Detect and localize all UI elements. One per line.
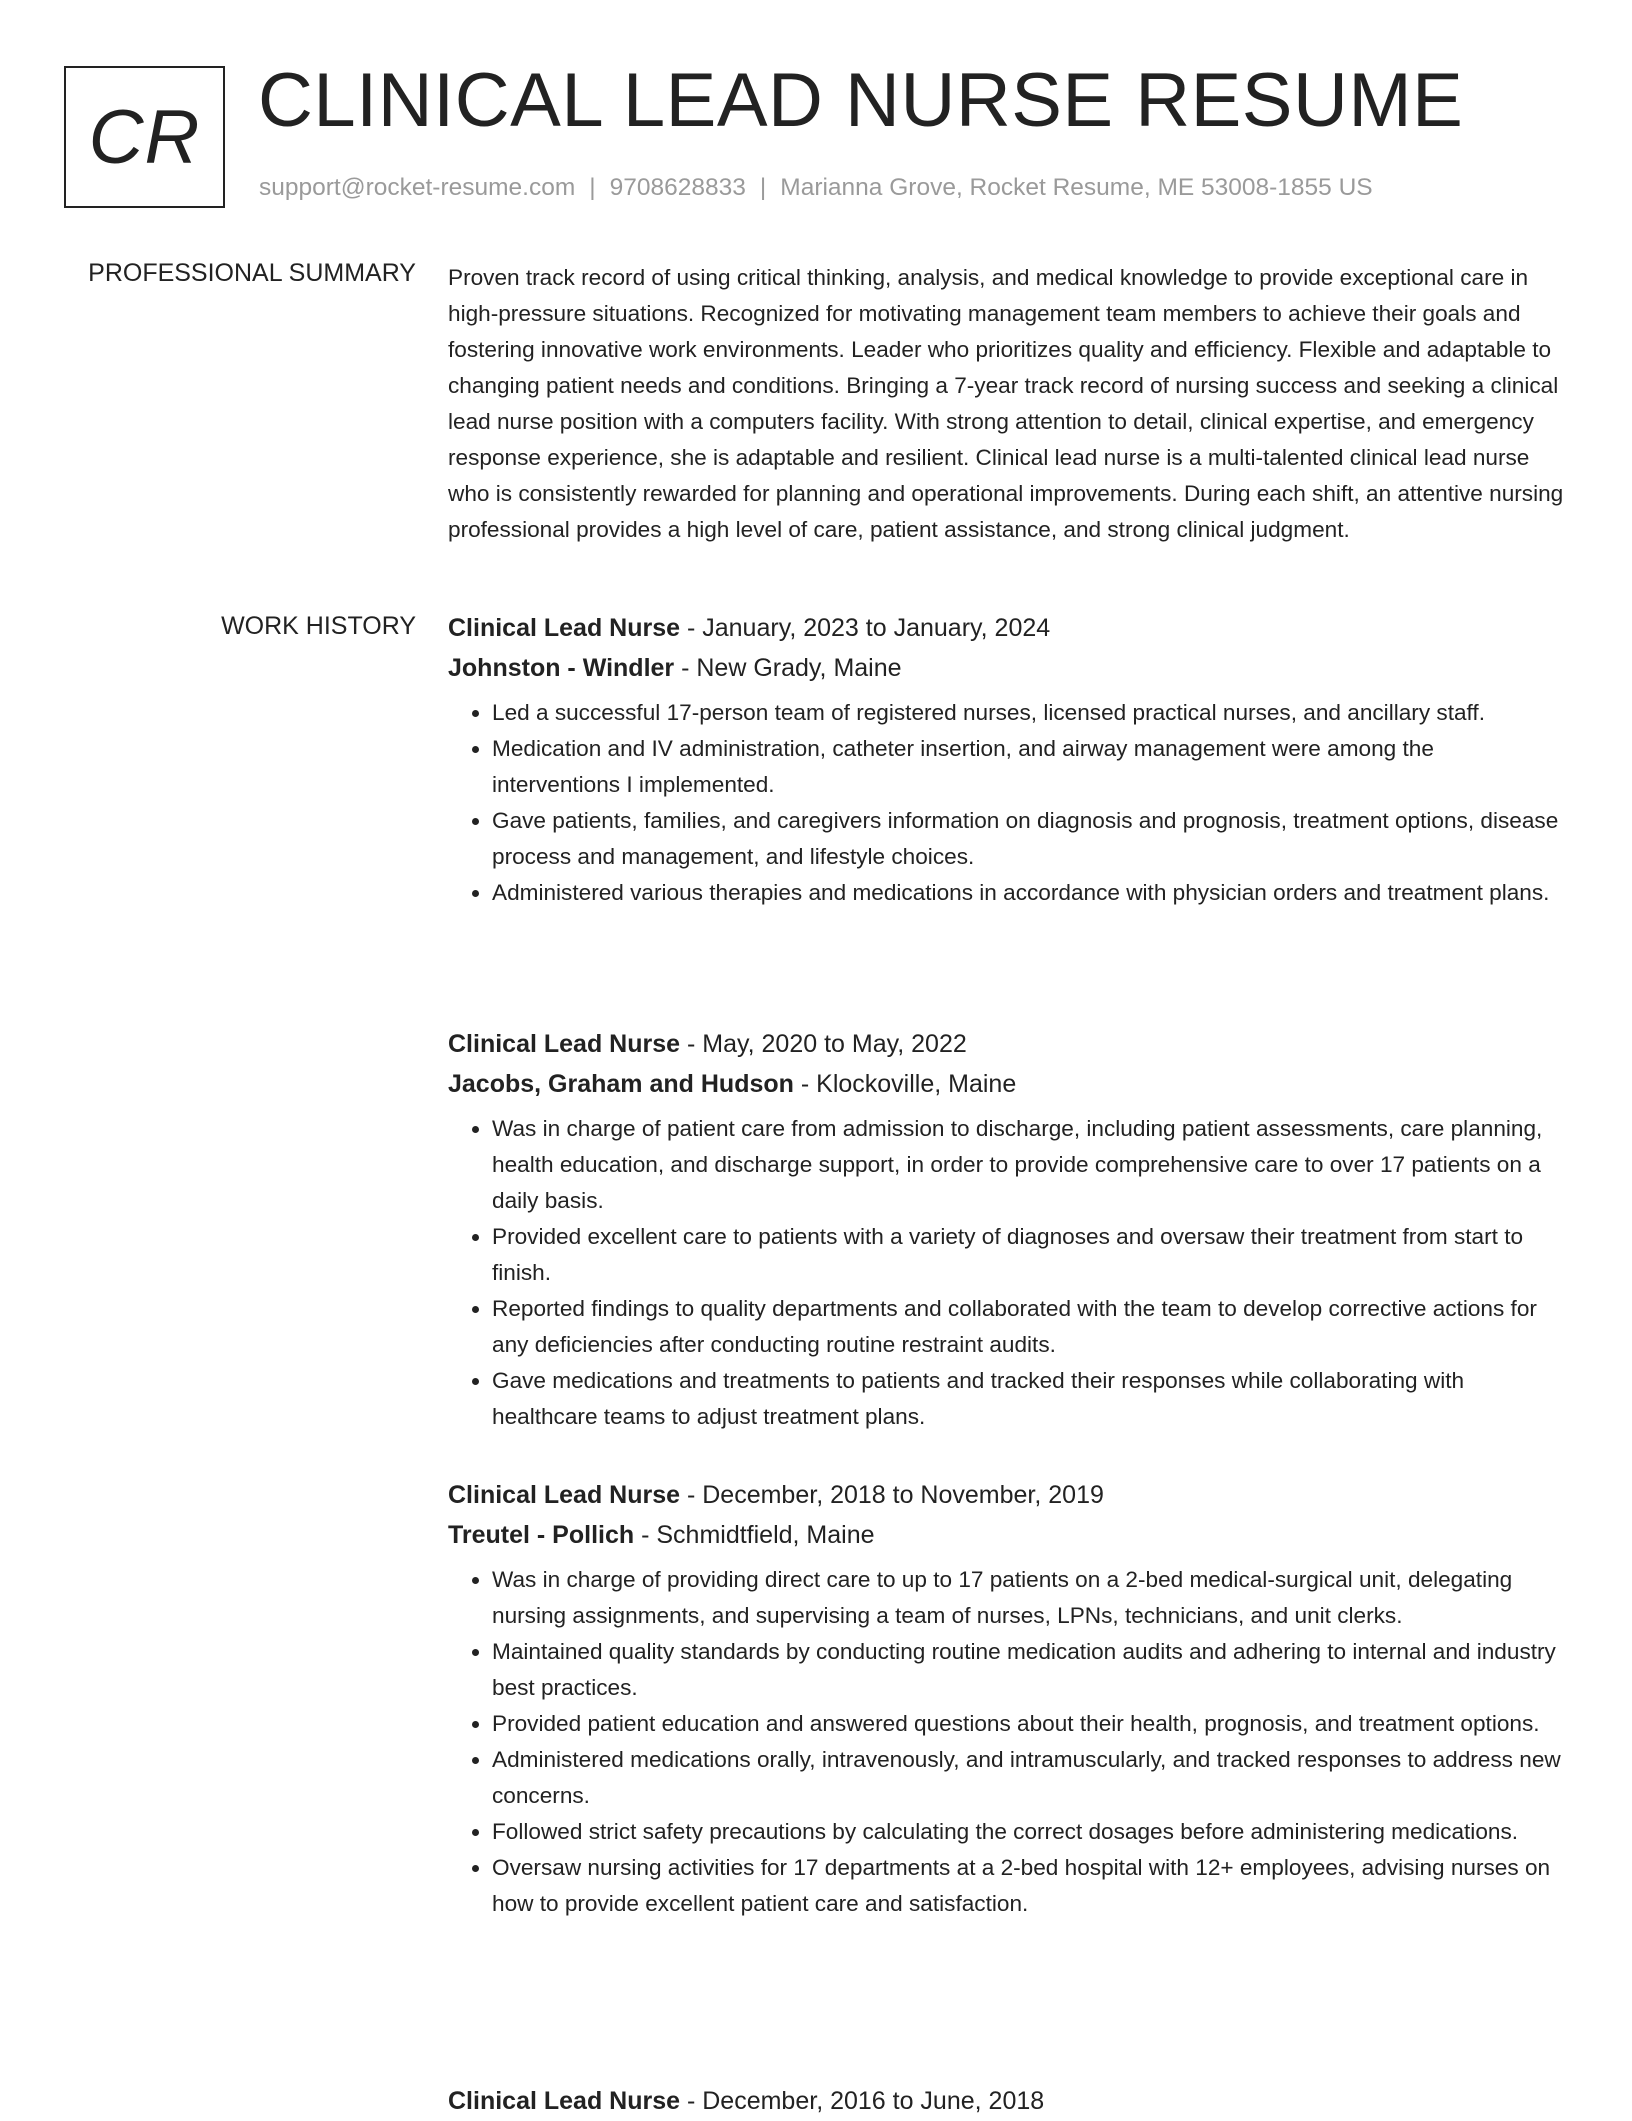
summary-text: Proven track record of using critical thinking, analysis, and medical knowledge to provide exceptional care in high-pressure situations. Recognized for motivating management team members to achieve their goals and fostering innovative work environments. Leader who prioritizes quality and efficiency. Flexible and adaptable to changing patient needs and conditions. Bringing a 7-year track record of nursing success and seeking a clinical lead nurse position with a computers facility. With strong attention to detail, clinical expertise, and emergency response experience, she is adaptable and resilient. Clinical lead nurse is a multi-talented clinical lead nurse who is consistently rewarded for planning and operational improvements. During each shift, an attentive nursing professional provides a high level of care, patient assistance, and strong clinical judgment. [448, 265, 1564, 542]
contact-phone: 9708628833 [609, 174, 746, 201]
contact-address: Marianna Grove, Rocket Resume, ME 53008-1855 US [780, 174, 1373, 201]
monogram-initials: CR [88, 94, 201, 180]
job-location: - Schmidtfield, Maine [634, 1521, 875, 1549]
section-label-work-history: WORK HISTORY [221, 612, 416, 640]
job-bullet: • Was in charge of patient care from admission to discharge, including patient assessments, care planning, health education, and discharge support, in order to provide comprehensive care to over 17 patients on a daily basis. [492, 1111, 1566, 1219]
monogram-box [64, 66, 225, 208]
job-entry [448, 1475, 1566, 1922]
job-location: - New Grady, Maine [674, 654, 902, 682]
job-company: Jacobs, Graham and Hudson [448, 1070, 794, 1098]
job-company-line [448, 1064, 1566, 1104]
job-title: Clinical Lead Nurse [448, 2087, 681, 2115]
job-bullet: • Gave patients, families, and caregivers information on diagnosis and prognosis, treatment options, disease process and management, and lifestyle choices. [492, 803, 1566, 875]
job-dates: - December, 2016 to June, 2018 [680, 2087, 1045, 2115]
job-title: Clinical Lead Nurse [448, 1481, 681, 1509]
job-title: Clinical Lead Nurse [448, 1030, 681, 1058]
job-bullet: • Led a successful 17-person team of registered nurses, licensed practical nurses, and ancillary staff. [492, 695, 1566, 731]
job-bullet: • Medication and IV administration, catheter insertion, and airway management were among the interventions I implemented. [492, 731, 1566, 803]
job-dates: - December, 2018 to November, 2019 [680, 1481, 1104, 1509]
job-entry [448, 2081, 1566, 2121]
job-bullet: • Administered various therapies and medications in accordance with physician orders and treatment plans. [492, 875, 1566, 911]
job-title-line [448, 608, 1566, 648]
job-title: Clinical Lead Nurse [448, 614, 681, 642]
job-location: - Klockoville, Maine [793, 1070, 1017, 1098]
contact-line [259, 174, 1373, 202]
section-label-summary: PROFESSIONAL SUMMARY [88, 259, 416, 287]
job-company-line [448, 1515, 1566, 1555]
job-title-line [448, 2081, 1566, 2121]
job-bullets [448, 1111, 1566, 1435]
job-bullets [448, 1562, 1566, 1922]
job-bullet: • Was in charge of providing direct care to up to 17 patients on a 2-bed medical-surgical unit, delegating nursing assignments, and supervising a team of nurses, LPNs, technicians, and unit clerks. [492, 1562, 1566, 1634]
job-bullet: • Reported findings to quality departments and collaborated with the team to develop corrective actions for any deficiencies after conducting routine restraint audits. [492, 1291, 1566, 1363]
job-company: Johnston - Windler [448, 654, 675, 682]
job-bullet: • Gave medications and treatments to patients and tracked their responses while collaborating with healthcare teams to adjust treatment plans. [492, 1363, 1566, 1435]
resume-title: CLINICAL LEAD NURSE RESUME [258, 58, 1464, 143]
job-dates: - January, 2023 to January, 2024 [680, 614, 1051, 642]
job-entry [448, 608, 1566, 911]
job-bullet: • Maintained quality standards by conducting routine medication audits and adhering to internal and industry best practices. [492, 1634, 1566, 1706]
contact-separator: | [589, 174, 596, 201]
contact-email: support@rocket-resume.com [259, 174, 576, 201]
job-title-line [448, 1475, 1566, 1515]
job-bullet: • Administered medications orally, intravenously, and intramuscularly, and tracked responses to address new concerns. [492, 1742, 1566, 1814]
job-title-line [448, 1024, 1566, 1064]
contact-separator: | [759, 174, 767, 201]
job-company: Treutel - Pollich [448, 1521, 635, 1549]
job-bullet: • Provided excellent care to patients with a variety of diagnoses and oversaw their treatment from start to finish. [492, 1219, 1566, 1291]
job-bullet: • Provided patient education and answered questions about their health, prognosis, and treatment options. [492, 1706, 1566, 1742]
job-bullet: • Followed strict safety precautions by calculating the correct dosages before administering medications. [492, 1814, 1566, 1850]
job-entry [448, 1024, 1566, 1435]
job-company-line [448, 648, 1566, 688]
job-bullets [448, 695, 1566, 911]
job-bullet: • Oversaw nursing activities for 17 departments at a 2-bed hospital with 12+ employees, advising nurses on how to provide excellent patient care and satisfaction. [492, 1850, 1566, 1922]
job-dates: - May, 2020 to May, 2022 [680, 1030, 967, 1058]
